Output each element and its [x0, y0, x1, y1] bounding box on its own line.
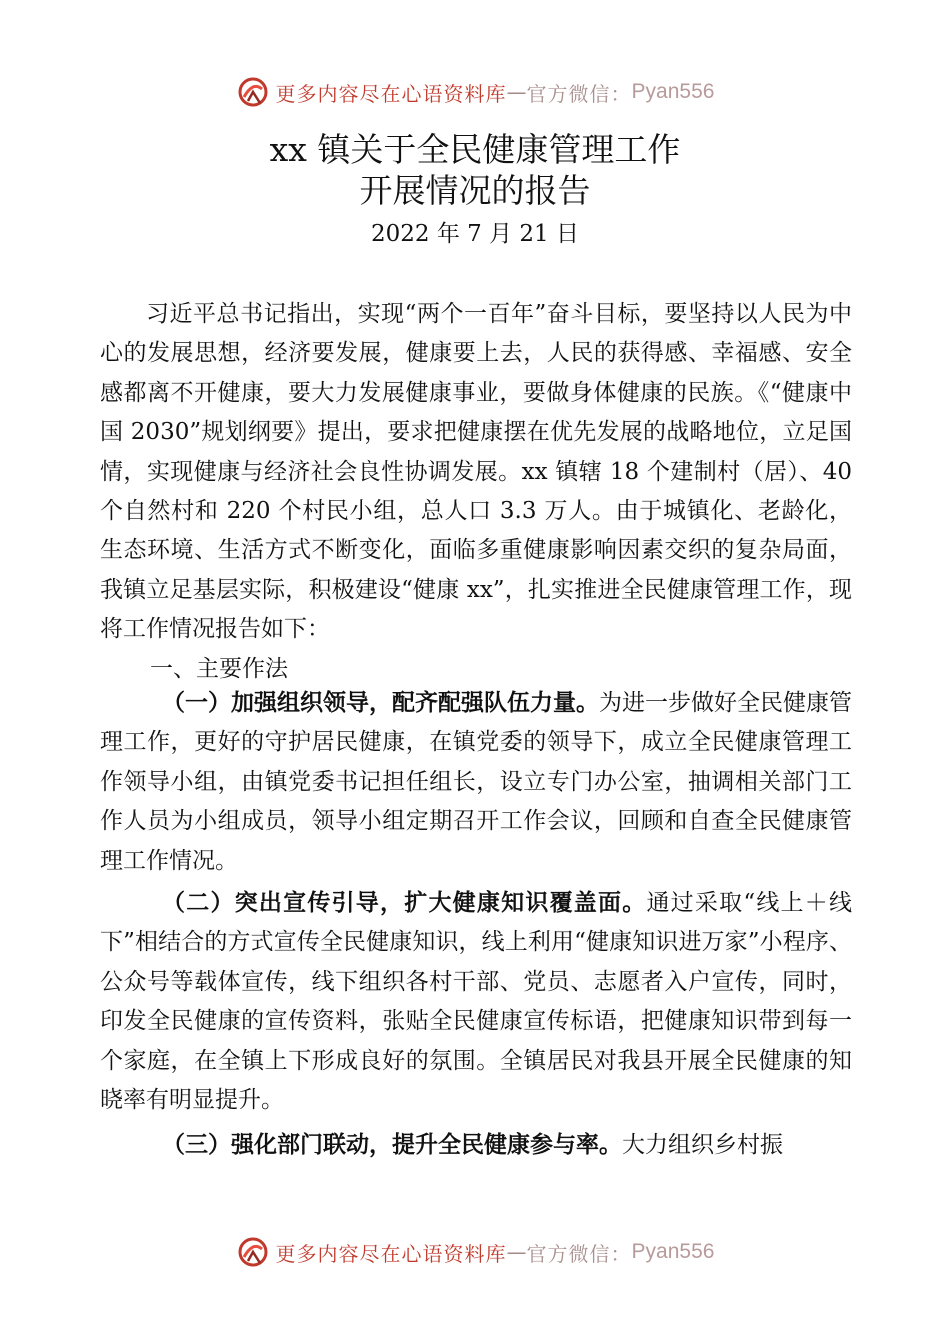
section-heading: 一、主要作法 — [150, 656, 288, 682]
subsection-2 — [100, 884, 852, 1120]
subsection-1 — [100, 684, 852, 881]
subsection-1-paragraph — [100, 684, 852, 881]
watermark-separator: — — [506, 80, 527, 104]
subsection-2-text: 通过采取“线上＋线下”相结合的方式宣传全民健康知识，线上利用“健康知识进万家”小程序、公众号等载体宣传，线下组织各村干部、党员、志愿者入户宣传，同时，印发全民健康的宣传资料，张贴全民健康宣传标语，把健康知识带到每一个家庭，在全镇上下形成良好的氛围。全镇居民对我县开展全民健康的知晓率有明显提升。 — [100, 890, 852, 1114]
watermark-main-text: 更多内容尽在心语资料库 — [275, 81, 507, 106]
subsection-3-heading: （三）强化部门联动，提升全民健康参与率。 — [162, 1132, 622, 1158]
ribbon-logo-icon — [236, 75, 270, 109]
subsection-2-heading: （二）突出宣传引导，扩大健康知识覆盖面。 — [162, 890, 647, 916]
subsection-1-text: 为进一步做好全民健康管理工作，更好的守护居民健康，在镇党委的领导下，成立全民健康管理工作领导小组，由镇党委书记担任组长，设立专门办公室，抽调相关部门工作人员为小组成员，领导小组定期召开工作会议，回顾和自查全民健康管理工作情况。 — [100, 690, 852, 874]
subsection-3-text: 大力组织乡村振 — [622, 1132, 783, 1158]
watermark-main-text: 更多内容尽在心语资料库 — [275, 1241, 507, 1266]
watermark-header — [0, 72, 950, 112]
watermark-separator: — — [506, 1240, 527, 1264]
ribbon-logo-icon — [236, 1235, 270, 1269]
watermark-wechat-id: Pyan556 — [631, 1240, 715, 1263]
subsection-3 — [100, 1126, 852, 1165]
subsection-3-paragraph — [100, 1126, 852, 1165]
intro-paragraph: 习近平总书记指出，实现“两个一百年”奋斗目标，要坚持以人民为中心的发展思想，经济要发展，健康要上去，人民的获得感、幸福感、安全感都离不开健康，要大力发展健康事业，要做身体健康的民族。《“健康中国 2030”规划纲要》提出，要求把健康摆在优先发展的战略地位，立足国情，实现健康与经济社会良性协调发展。xx 镇辖 18 个建制村（居）、40 个自然村和 220 个村民小组，总人口 3.3 万人。由于城镇化、老龄化，生态环境、生活方式不断变化，面临多重健康影响因素交织的复杂局面，我镇立足基层实际，积极建设“健康 xx”，扎实推进全民健康管理工作，现将工作情况报告如下： — [100, 301, 852, 643]
watermark-footer — [0, 1232, 950, 1272]
document-body-intro — [100, 295, 852, 650]
page-title-line-2: 开展情况的报告 — [359, 171, 591, 210]
watermark-wechat-label: 官方微信： — [526, 1241, 632, 1266]
watermark-wechat-id: Pyan556 — [631, 80, 715, 103]
watermark-wechat-label: 官方微信： — [526, 81, 632, 106]
subsection-1-heading: （一）加强组织领导，配齐配强队伍力量。 — [162, 690, 599, 716]
report-date: 2022 年 7 月 21 日 — [371, 221, 579, 247]
page-title-line-1: xx 镇关于全民健康管理工作 — [269, 130, 681, 169]
subsection-2-paragraph — [100, 884, 852, 1120]
